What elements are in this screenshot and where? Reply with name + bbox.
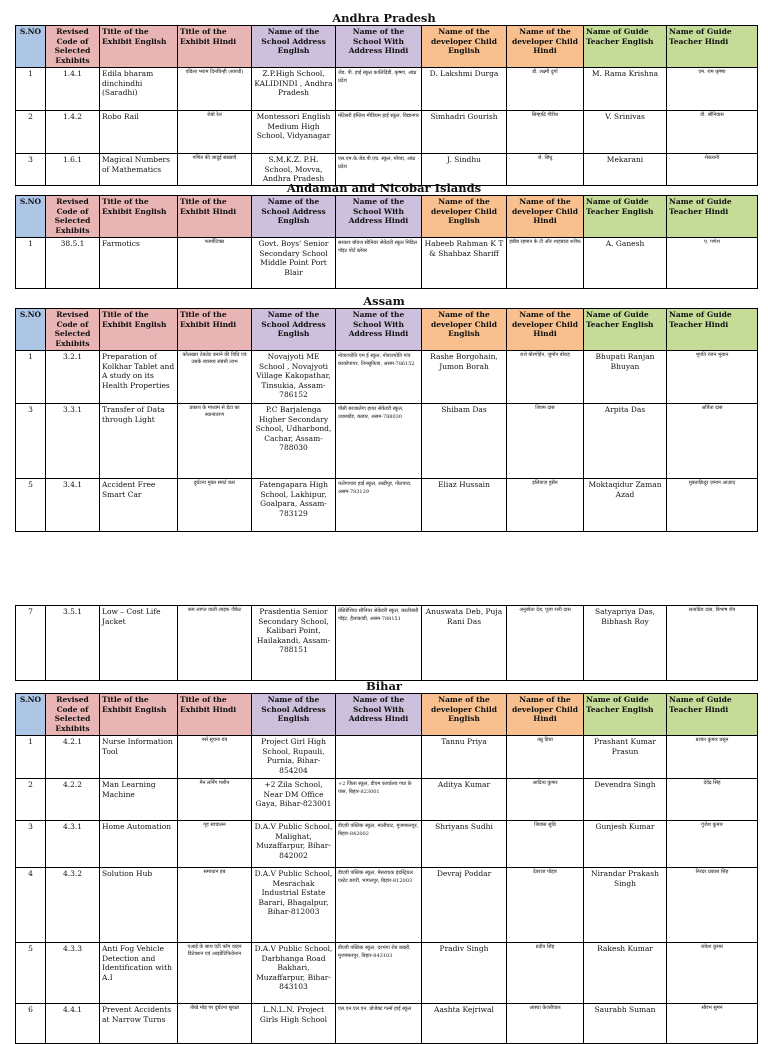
table-andaman (15, 195, 758, 289)
column-header: Name of the developer Child Hindi (507, 26, 584, 68)
table-cell: D.A.V Public School, Mesrachak Industrial Estate Barari, Bhagalpur, Bihar-812003 (252, 868, 336, 943)
table-cell: 4.2.1 (46, 736, 100, 779)
table-cell: गृह स्वचालन (178, 821, 252, 868)
table-cell: +2 Zila School, Near DM Office Gaya, Bihar-823001 (252, 779, 336, 821)
column-header: Name of the developer Child English (422, 694, 507, 736)
table-cell: कोलखार टेबलेट बनाने की विधि एवं उसके स्वास्थ्य संबंधी लाभ (178, 351, 252, 404)
table-cell: Transfer of Data through Light (100, 404, 178, 479)
table-cell: Rakesh Kumar (584, 943, 667, 1004)
table-cell: Magical Numbers of Mathematics (100, 154, 178, 186)
table-cell: J. Sindhu (422, 154, 507, 186)
table-cell: 2 (16, 779, 46, 821)
table-cell: राशे बोरगोहेन, जुमोन बोराह (507, 351, 584, 404)
column-header: Name of Guide Teacher English (584, 694, 667, 736)
table-cell: हबीब रहमान के टी और शाहबाज शरीफ (507, 238, 584, 289)
table-cell: D. Lakshmi Durga (422, 68, 507, 111)
table-cell: डी. लक्ष्मी दुर्गा (507, 68, 584, 111)
column-header: Name of the School Address English (252, 196, 336, 238)
table-cell: Low – Cost Life Jacket (100, 606, 178, 681)
table-cell: नोवाज्योति एम ई स्कूल, नोवाज्योति गांव काकोपाथर, तिनसुकिया, असम-786152 (336, 351, 422, 404)
table-cell: एआई के साथ एंटी फॉग वाहन डिटेक्शन एवं आइडेंटिफिकेशन (178, 943, 252, 1004)
section-title-assam: Assam (363, 294, 405, 308)
column-header: Name of the School Address English (252, 694, 336, 736)
table-cell: Accident Free Smart Car (100, 479, 178, 532)
column-header: Name of the developer Child English (422, 26, 507, 68)
table-row (16, 238, 758, 289)
table-cell: 4.2.2 (46, 779, 100, 821)
table-cell: Fatengapara High School, Lakhipur, Goalpara, Assam-783129 (252, 479, 336, 532)
table-cell: Habeeb Rahman K T & Shahbaz Shariff (422, 238, 507, 289)
column-header: Name of Guide Teacher Hindi (667, 196, 758, 238)
table-cell: 7 (16, 606, 46, 681)
column-header: Name of Guide Teacher English (584, 196, 667, 238)
table-cell: कम लागत वाली लाइफ जैकेट (178, 606, 252, 681)
table-cell: Simhadri Gourish (422, 111, 507, 154)
table-cell: मेकरानी (667, 154, 758, 186)
table-cell: 5 (16, 943, 46, 1004)
column-header: S.NO (16, 309, 46, 351)
table-cell: 5 (16, 479, 46, 532)
table-cell: 1 (16, 238, 46, 289)
table-cell: D.A.V Public School, Darbhanga Road Bakhari, Muzaffarpur, Bihar-843103 (252, 943, 336, 1004)
table-cell: डीएवी पब्लिक स्कूल, मेसराचक इंडस्ट्रियल एस्टेट बरारी, भागलपुर, बिहार-812003 (336, 868, 422, 943)
table-cell: Home Automation (100, 821, 178, 868)
column-header: Title of the Exhibit English (100, 26, 178, 68)
table-cell: P.C Barjalenga Higher Secondary School, Udharbond, Cachar, Assam-788030 (252, 404, 336, 479)
table-cell: सिम्हाद्रि गौरीश (507, 111, 584, 154)
table-cell: Devendra Singh (584, 779, 667, 821)
table-cell: Mekarani (584, 154, 667, 186)
table-cell: 3.3.1 (46, 404, 100, 479)
table-cell: पीसी बरजालेंगा हायर सेकेंडरी स्कूल, उधारबोंड, कछार, असम-788030 (336, 404, 422, 479)
table-cell: मैन लर्निंग मशीन (178, 779, 252, 821)
table-cell: 1 (16, 68, 46, 111)
table-cell: M. Rama Krishna (584, 68, 667, 111)
table-cell: Prashant Kumar Prasun (584, 736, 667, 779)
table-cell: एडिला भराम दिनचिन्ही (सारथी) (178, 68, 252, 111)
table-row (16, 736, 758, 779)
table-cell: Rashe Borgohain, Jumon Borah (422, 351, 507, 404)
column-header: Revised Code of Selected Exhibits (46, 694, 100, 736)
table-cell: फार्मोटिक्स (178, 238, 252, 289)
table-cell: Eliaz Hussain (422, 479, 507, 532)
column-header: S.NO (16, 694, 46, 736)
table-cell: L.N.L.N. Project Girls High School (252, 1004, 336, 1044)
table-cell: एस.एम.के.जेड.पी.एच. स्कूल, मोव्वा, आंध्र प्रदेश (336, 154, 422, 186)
column-header: Name of the developer Child English (422, 196, 507, 238)
table-andhra (15, 25, 758, 186)
table-cell: Farmotics (100, 238, 178, 289)
column-header: Revised Code of Selected Exhibits (46, 309, 100, 351)
table-cell: Project Girl High School, Rupauli, Purnia, Bihar-854204 (252, 736, 336, 779)
table-cell: प्रेसिडेंशिया सीनियर सेकेंडरी स्कूल, कालीबारी पॉइंट, हैलाकांडी, असम-788151 (336, 606, 422, 681)
table-cell: गुंजेश कुमार (667, 821, 758, 868)
table-cell: 4.3.2 (46, 868, 100, 943)
column-header: Title of the Exhibit Hindi (178, 196, 252, 238)
table-cell: 38.5.1 (46, 238, 100, 289)
table-cell: 1.6.1 (46, 154, 100, 186)
table-cell: 3.5.1 (46, 606, 100, 681)
table-cell: Prasdentia Senior Secondary School, Kalibari Point, Hailakandi, Assam- 788151 (252, 606, 336, 681)
table-cell: फतेंगापारा हाई स्कूल, लखीपुर, गोलपारा, असम-783129 (336, 479, 422, 532)
table-cell: Satyapriya Das, Bibhash Roy (584, 606, 667, 681)
table-cell: आदित्य कुमार (507, 779, 584, 821)
table-cell: Saurabh Suman (584, 1004, 667, 1044)
table-cell: समाधान हब (178, 868, 252, 943)
table-cell: सरकार बॉयज सीनियर सेकेंडरी स्कूल मिडिल पॉइंट पोर्ट ब्लेयर (336, 238, 422, 289)
table-cell: प्रदीव सिंह (507, 943, 584, 1004)
table-cell: Anuswata Deb, Puja Rani Das (422, 606, 507, 681)
table-cell: आस्था केजरीवाल (507, 1004, 584, 1044)
column-header: Name of the School Address English (252, 309, 336, 351)
table-cell: Shibam Das (422, 404, 507, 479)
table-cell: 4.4.1 (46, 1004, 100, 1044)
table-cell: वी. श्रीनिवास (667, 111, 758, 154)
table-cell: Nurse Information Tool (100, 736, 178, 779)
table-cell: तन्नु प्रिया (507, 736, 584, 779)
table-row (16, 868, 758, 943)
table-cell: 6 (16, 1004, 46, 1044)
table-cell: Solution Hub (100, 868, 178, 943)
table-cell: Montessori English Medium High School, Vidyanagar (252, 111, 336, 154)
table-bihar (15, 693, 758, 1044)
table-cell: Anti Fog Vehicle Detection and Identification with A.I (100, 943, 178, 1004)
table-cell: 3 (16, 154, 46, 186)
table-cell: राकेश कुमार (667, 943, 758, 1004)
table-cell: जे. सिंधु (507, 154, 584, 186)
table-cell: प्रकाश के माध्यम से डेटा का स्थानांतरण (178, 404, 252, 479)
column-header: Name of Guide Teacher Hindi (667, 309, 758, 351)
table-cell: V. Srinivas (584, 111, 667, 154)
table-row (16, 779, 758, 821)
table-cell: देवराज पोद्दार (507, 868, 584, 943)
table-cell: 4 (16, 868, 46, 943)
table-cell: Nirandar Prakash Singh (584, 868, 667, 943)
table-cell: 3 (16, 404, 46, 479)
table-cell: एम. राम कृष्णा (667, 68, 758, 111)
table-cell: Arpita Das (584, 404, 667, 479)
table-cell: सौरभ सुमन (667, 1004, 758, 1044)
column-header: Name of the School With Address Hindi (336, 694, 422, 736)
table-cell: प्रशांत कुमार प्रसून (667, 736, 758, 779)
table-cell: Edila bharam dinchindhi (Saradhi) (100, 68, 178, 111)
section-title-andhra: Andhra Pradesh (332, 11, 436, 25)
table-cell: 1 (16, 351, 46, 404)
table-cell: मुक्ताक़िदुर ज़मान आज़ाद (667, 479, 758, 532)
column-header: Title of the Exhibit English (100, 694, 178, 736)
table-cell: D.A.V Public School, Malighat, Muzaffarpur, Bihar-842002 (252, 821, 336, 868)
section-title-andaman: Andaman and Nicobar Islands (286, 181, 482, 195)
table-cell: अनुस्वेता देब, पूजा रानी दास (507, 606, 584, 681)
column-header: Revised Code of Selected Exhibits (46, 26, 100, 68)
column-header: Name of Guide Teacher English (584, 26, 667, 68)
column-header: Name of the School With Address Hindi (336, 196, 422, 238)
table-row (16, 606, 758, 681)
table-cell: Aditya Kumar (422, 779, 507, 821)
table-cell: इलियाज़ हुसैन (507, 479, 584, 532)
table-cell: 3.4.1 (46, 479, 100, 532)
table-cell: देवेंद्र सिंह (667, 779, 758, 821)
table-cell: Pradiv Singh (422, 943, 507, 1004)
table-assam (15, 308, 758, 532)
table-cell: 1.4.2 (46, 111, 100, 154)
table-cell: 4.3.1 (46, 821, 100, 868)
column-header: Name of Guide Teacher Hindi (667, 694, 758, 736)
table-cell: भूपति रंजन भुयान (667, 351, 758, 404)
table-cell: नर्स सूचना यंत्र (178, 736, 252, 779)
column-header: Title of the Exhibit Hindi (178, 694, 252, 736)
table-cell: 3.2.1 (46, 351, 100, 404)
table-row (16, 68, 758, 111)
column-header: Name of the developer Child Hindi (507, 196, 584, 238)
table-cell: A. Ganesh (584, 238, 667, 289)
table-row (16, 821, 758, 868)
column-header: Name of the School With Address Hindi (336, 309, 422, 351)
column-header: Title of the Exhibit English (100, 196, 178, 238)
table-cell: Shriyans Sudhi (422, 821, 507, 868)
column-header: Name of the School With Address Hindi (336, 26, 422, 68)
table-cell: Gunjesh Kumar (584, 821, 667, 868)
table-cell: डीएवी पब्लिक स्कूल, मालीघाट, मुजफ्फरपुर, बिहार-842002 (336, 821, 422, 868)
table-cell: श्रियांस सुधि (507, 821, 584, 868)
column-header: S.NO (16, 196, 46, 238)
table-cell: 2 (16, 111, 46, 154)
table-cell: निरंदर प्रकाश सिंह (667, 868, 758, 943)
column-header: Title of the Exhibit Hindi (178, 26, 252, 68)
table-assam-continued (15, 605, 758, 681)
table-cell: +2 जिला स्कूल, डीएम कार्यालय गया के पास, बिहार-823001 (336, 779, 422, 821)
table-cell: Z.P.High School, KALIDINDI , Andhra Pradesh (252, 68, 336, 111)
table-row (16, 943, 758, 1004)
column-header: Name of the developer Child English (422, 309, 507, 351)
column-header: Name of Guide Teacher Hindi (667, 26, 758, 68)
table-cell: गणित की जादुई संख्याएँ (178, 154, 252, 186)
table-cell: तीखे मोड़ पर दुर्घटना सुरक्षा (178, 1004, 252, 1044)
table-cell: Tannu Priya (422, 736, 507, 779)
column-header: Name of the School Address English (252, 26, 336, 68)
table-cell: जेड. पी. हाई स्कूल कालिदिंडी, कृष्णा, आंध्र प्रदेश (336, 68, 422, 111)
table-cell: एल.एन.एल.एन. प्रोजेक्ट गर्ल्स हाई स्कूल (336, 1004, 422, 1044)
table-row (16, 111, 758, 154)
table-cell: Bhupati Ranjan Bhuyan (584, 351, 667, 404)
table-cell: शिवम दास (507, 404, 584, 479)
table-cell: Man Learning Machine (100, 779, 178, 821)
column-header: Title of the Exhibit English (100, 309, 178, 351)
table-cell: Prevent Accidents at Narrow Turns (100, 1004, 178, 1044)
table-cell: 1 (16, 736, 46, 779)
section-title-bihar: Bihar (366, 679, 402, 693)
table-cell: Aashta Kejriwal (422, 1004, 507, 1044)
table-cell: 1.4.1 (46, 68, 100, 111)
column-header: S.NO (16, 26, 46, 68)
table-cell: डीएवी पब्लिक स्कूल, दरभंगा रोड बखरी, मुजफ्फरपुर, बिहार-843103 (336, 943, 422, 1004)
table-row (16, 351, 758, 404)
table-row (16, 404, 758, 479)
table-cell: S.M.K.Z. P.H. School, Movva, Andhra Pradesh (252, 154, 336, 186)
column-header: Title of the Exhibit Hindi (178, 309, 252, 351)
table-cell: Novajyoti ME School , Novajyoti Village Kakopathar, Tinsukia, Assam-786152 (252, 351, 336, 404)
table-cell: Preparation of Kolkhar Tablet and A study on its Health Properties (100, 351, 178, 404)
column-header: Revised Code of Selected Exhibits (46, 196, 100, 238)
table-cell: 3 (16, 821, 46, 868)
table-cell: ए. गणेश (667, 238, 758, 289)
table-cell: Govt. Boys' Senior Secondary School Middle Point Port Blair (252, 238, 336, 289)
table-cell (336, 736, 422, 779)
column-header: Name of the developer Child Hindi (507, 309, 584, 351)
table-row (16, 479, 758, 532)
column-header: Name of the developer Child Hindi (507, 694, 584, 736)
table-cell: 4.3.3 (46, 943, 100, 1004)
table-cell: Robo Rail (100, 111, 178, 154)
table-cell: दुर्घटना मुक्त स्मार्ट कार (178, 479, 252, 532)
table-cell: रोबो रेल (178, 111, 252, 154)
table-cell: सत्यप्रिय दास, बिभाष रॉय (667, 606, 758, 681)
table-cell: अर्पिता दास (667, 404, 758, 479)
column-header: Name of Guide Teacher English (584, 309, 667, 351)
table-cell: मोंटेसरी इंग्लिश मीडियम हाई स्कूल, विद्यानगर (336, 111, 422, 154)
table-cell: Devraj Poddar (422, 868, 507, 943)
table-cell: Moktaqidur Zaman Azad (584, 479, 667, 532)
